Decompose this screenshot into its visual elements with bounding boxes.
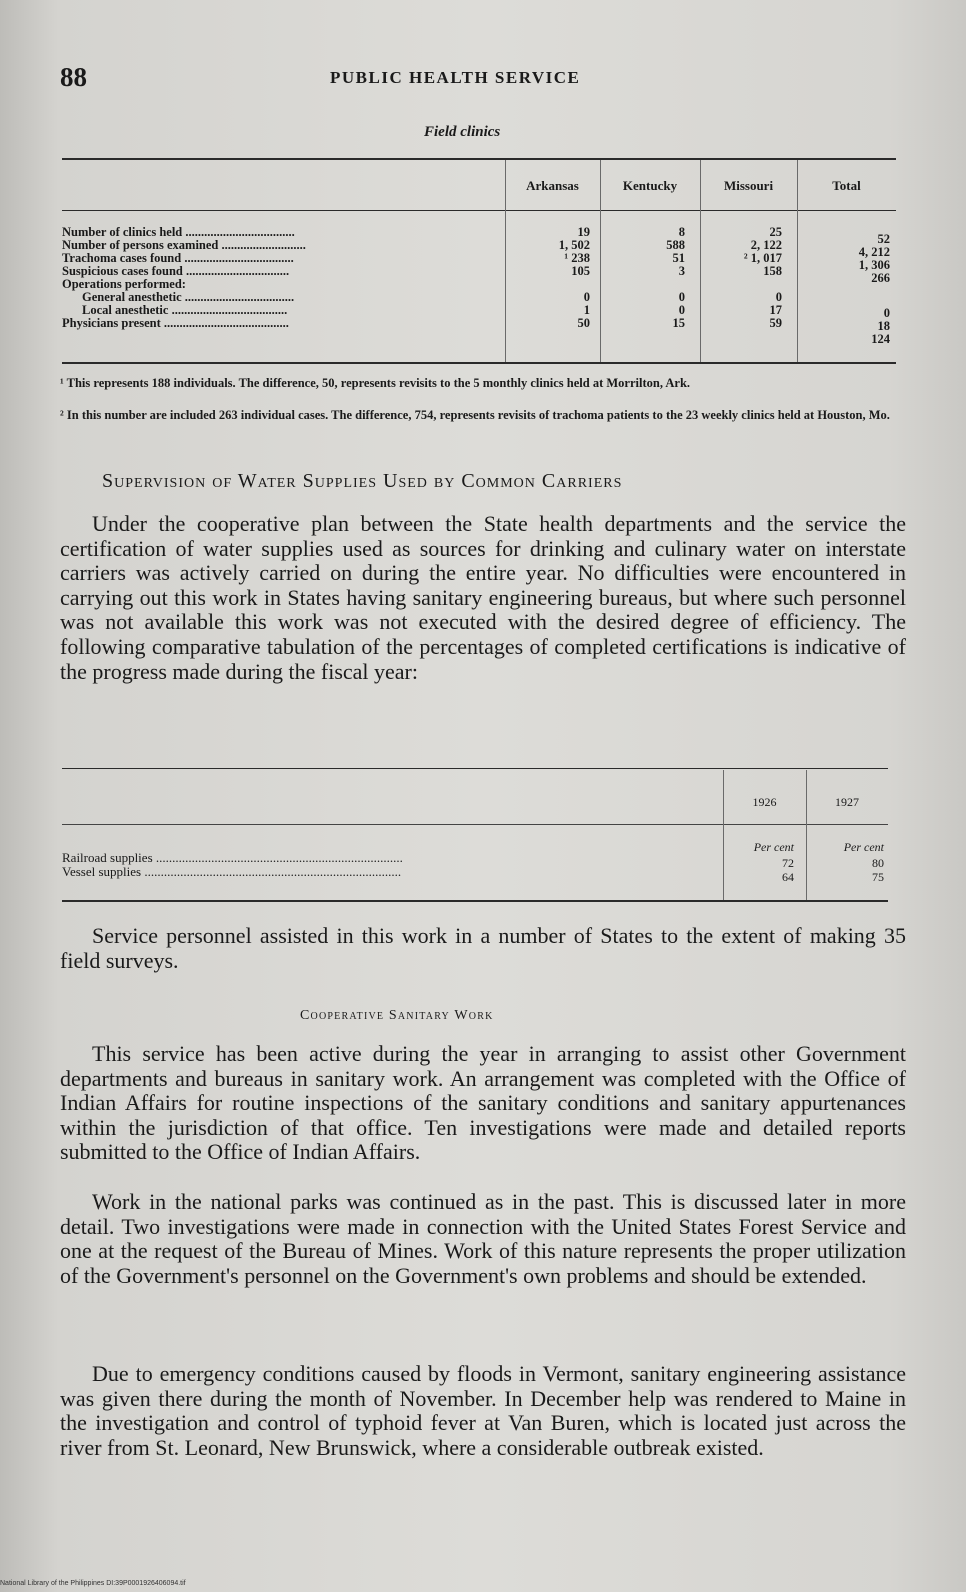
unit-label: Per cent bbox=[753, 840, 794, 854]
table-title: Field clinics bbox=[424, 124, 501, 140]
unit-label: Per cent bbox=[843, 840, 884, 854]
table-cell: 18 bbox=[877, 319, 890, 333]
table-cell: 25 bbox=[769, 225, 782, 239]
table-cell: 2, 122 bbox=[750, 238, 782, 252]
section-heading: Supervision of Water Supplies Used by Common Carriers bbox=[102, 470, 623, 492]
table-cell: 1 bbox=[583, 303, 590, 317]
column-header-arkansas: Arkansas bbox=[526, 178, 579, 193]
row-label: Local anesthetic ..................................... bbox=[82, 303, 288, 317]
table-cell: 266 bbox=[871, 271, 890, 285]
table-cell: 0 bbox=[775, 290, 782, 304]
table-cell: 50 bbox=[577, 316, 590, 330]
table-bottom-rule bbox=[62, 362, 896, 364]
subheading: Cooperative Sanitary Work bbox=[300, 1008, 494, 1023]
scan-watermark: National Library of the Philippines DI:39P0001926406094.tif bbox=[0, 1580, 186, 1587]
table-cell: 588 bbox=[666, 238, 685, 252]
row-label: Number of clinics held ................................... bbox=[62, 225, 295, 239]
table-top-rule bbox=[62, 768, 888, 769]
table-cell: 8 bbox=[678, 225, 685, 239]
table-cell: ² 1, 017 bbox=[743, 251, 782, 265]
table-cell: 4, 212 bbox=[858, 245, 890, 259]
body-paragraph: Due to emergency conditions caused by floods in Vermont, sanitary engineering assistance was given there during the month of November. In December help was rendered to Maine in the investigation and control of typhoid fever at Van Buren, which is located just across the river from St. Leonard, New Brunswick, where a considerable outbreak existed. bbox=[60, 1361, 906, 1460]
table-cell: 124 bbox=[871, 332, 890, 346]
table-cell: 80 bbox=[872, 856, 884, 870]
table-cell: 52 bbox=[877, 232, 890, 246]
table-cell: 0 bbox=[883, 306, 890, 320]
table-cell: 17 bbox=[769, 303, 782, 317]
table-cell: 3 bbox=[678, 264, 685, 278]
surveys-paragraph: Service personnel assisted in this work in a number of States to the extent of making 35 field surveys. bbox=[60, 923, 906, 973]
row-label: Physicians present ........................................ bbox=[62, 316, 289, 330]
row-label: Suspicious cases found ................................. bbox=[62, 264, 290, 278]
column-header-kentucky: Kentucky bbox=[622, 178, 678, 193]
table-cell: 15 bbox=[672, 316, 685, 330]
page-number: 88 bbox=[60, 62, 87, 92]
table-cell: 0 bbox=[678, 290, 685, 304]
table-cell: 0 bbox=[678, 303, 685, 317]
body-paragraph: Work in the national parks was continued as in the past. This is discussed later in more detail. Two investigations were made in connection with the United States Forest Service and one at the request of the Bureau of Mines. Work of this nature represents the proper utilization of the Government's personnel on the Government's own problems and should be extended. bbox=[60, 1189, 906, 1288]
table-cell: 105 bbox=[571, 264, 590, 278]
table-cell: 19 bbox=[577, 225, 590, 239]
table-cell: 64 bbox=[782, 870, 794, 884]
column-header-total: Total bbox=[832, 178, 861, 193]
running-head: PUBLIC HEALTH SERVICE bbox=[330, 68, 581, 87]
body-paragraph: This service has been active during the year in arranging to assist other Government departments and bureaus in sanitary work. An arrangement was completed with the Office of Indian Affairs for routine inspections of the sanitary conditions and sanitary appurtenances within the jurisdiction of that office. Ten investigations were made and detailed reports submitted to the Office of Indian Affairs. bbox=[60, 1041, 906, 1165]
table-cell: 59 bbox=[769, 316, 782, 330]
table-header-rule bbox=[62, 824, 888, 825]
table-cell: 72 bbox=[782, 856, 794, 870]
table-header-rule bbox=[62, 210, 896, 211]
footnote: ¹ This represents 188 individuals. The difference, 50, represents revisits to the 5 monthly clinics held at Morrilton, Ark. bbox=[60, 376, 691, 390]
table-top-rule bbox=[62, 158, 896, 160]
table-cell: ¹ 238 bbox=[564, 251, 590, 265]
table-cell: 51 bbox=[672, 251, 685, 265]
column-header-missouri: Missouri bbox=[723, 178, 774, 193]
table-divider bbox=[723, 770, 724, 900]
row-label: Vessel supplies ............................................................................... bbox=[62, 864, 402, 879]
table-cell: 0 bbox=[583, 290, 590, 304]
column-header-1926: 1926 bbox=[752, 795, 777, 809]
row-label: General anesthetic ................................... bbox=[82, 290, 295, 304]
intro-paragraph: Under the cooperative plan between the State health departments and the service the certification of water supplies used as sources for drinking and culinary water on interstate carriers was actively carried on during the entire year. No difficulties were encountered in carrying out this work in States having sanitary engineering bureaus, but where such personnel was not available this work was not executed with the desired degree of efficiency. The following comparative tabulation of the percentages of completed certifications is indicative of the progress made during the fiscal year: bbox=[60, 511, 906, 684]
table-cell: 75 bbox=[872, 870, 884, 884]
row-label: Trachoma cases found ................................... bbox=[62, 251, 294, 265]
table-cell: 1, 502 bbox=[558, 238, 590, 252]
table-cell: 158 bbox=[763, 264, 782, 278]
footnote: ² In this number are included 263 individual cases. The difference, 754, represents revisits of trachoma patients to the 23 weekly clinics held at Houston, Mo. bbox=[60, 408, 890, 422]
column-header-1927: 1927 bbox=[835, 795, 859, 809]
table-cell: 1, 306 bbox=[858, 258, 890, 272]
table-bottom-rule bbox=[62, 900, 888, 902]
row-label: Number of persons examined ........................... bbox=[62, 238, 306, 252]
row-label: Operations performed: bbox=[62, 277, 186, 291]
table-divider bbox=[806, 770, 807, 900]
row-label: Railroad supplies ............................................................................ bbox=[62, 850, 403, 865]
